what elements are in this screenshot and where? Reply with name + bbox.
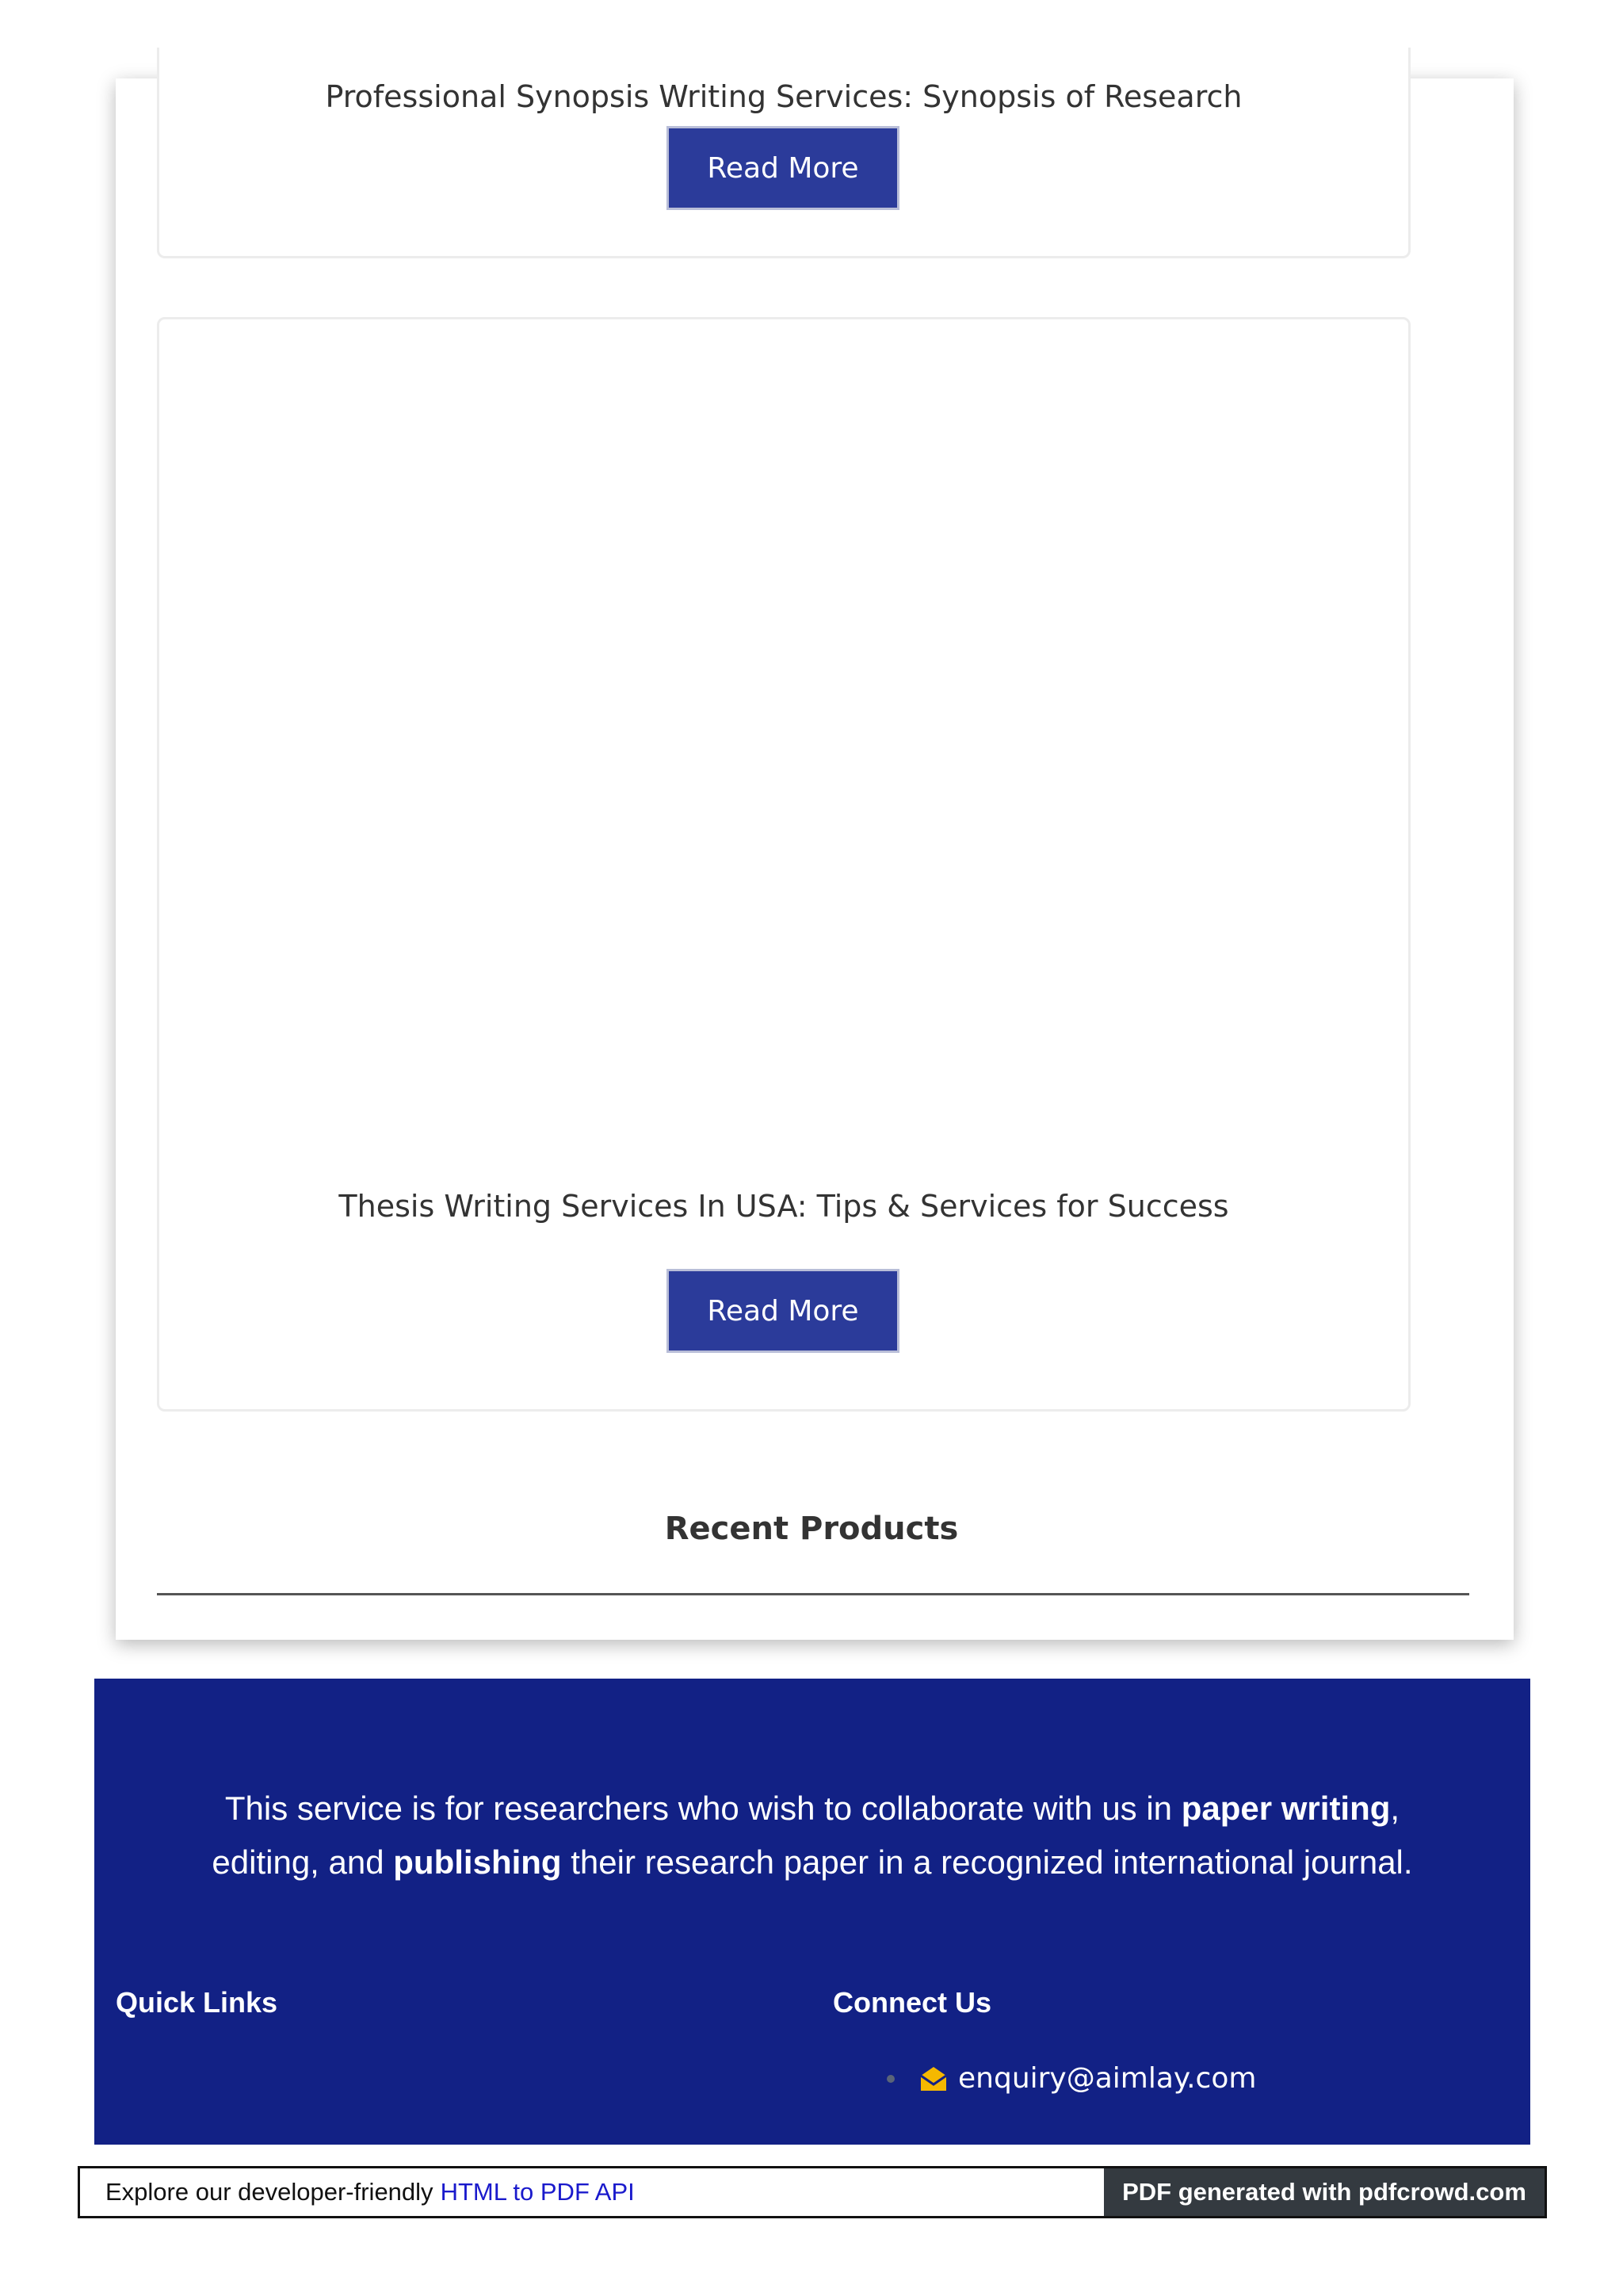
footer-bold-paper-writing: paper writing — [1181, 1790, 1391, 1827]
post-title[interactable]: Professional Synopsis Writing Services: Synopsis of Research — [325, 79, 1243, 114]
footer-text-part: their research paper in a recognized international journal. — [561, 1843, 1413, 1881]
email-link[interactable]: enquiry@aimlay.com — [958, 2062, 1257, 2095]
section-divider — [157, 1593, 1469, 1595]
quick-links-heading: Quick Links — [116, 1986, 278, 2019]
footer-text-part: This service is for researchers who wish to collaborate with us in — [224, 1790, 1182, 1827]
footer-description — [189, 1782, 1435, 1889]
footer-bold-publishing: publishing — [393, 1843, 562, 1881]
contact-item-email[interactable] — [887, 2062, 1256, 2095]
contact-list — [887, 2062, 1256, 2095]
post-card — [157, 317, 1411, 1412]
bullet-icon — [887, 2075, 895, 2083]
promo-text-container — [80, 2168, 1104, 2216]
connect-us-heading: Connect Us — [833, 1986, 992, 2019]
envelope-icon — [918, 2065, 949, 2092]
read-more-button[interactable]: Read More — [666, 1269, 899, 1353]
read-more-button[interactable]: Read More — [666, 126, 899, 210]
post-title[interactable]: Thesis Writing Services In USA: Tips & Services for Success — [338, 1189, 1229, 1224]
pdfcrowd-badge[interactable]: PDF generated with pdfcrowd.com — [1104, 2168, 1545, 2216]
pdfcrowd-banner — [78, 2166, 1547, 2218]
site-footer — [94, 1679, 1530, 2145]
recent-products-heading: Recent Products — [664, 1511, 959, 1547]
post-card — [157, 48, 1411, 258]
html-to-pdf-api-link[interactable]: HTML to PDF API — [440, 2178, 635, 2206]
promo-text: Explore our developer-friendly — [105, 2178, 433, 2206]
footer-text-part: , editing, and — [212, 1790, 1400, 1881]
